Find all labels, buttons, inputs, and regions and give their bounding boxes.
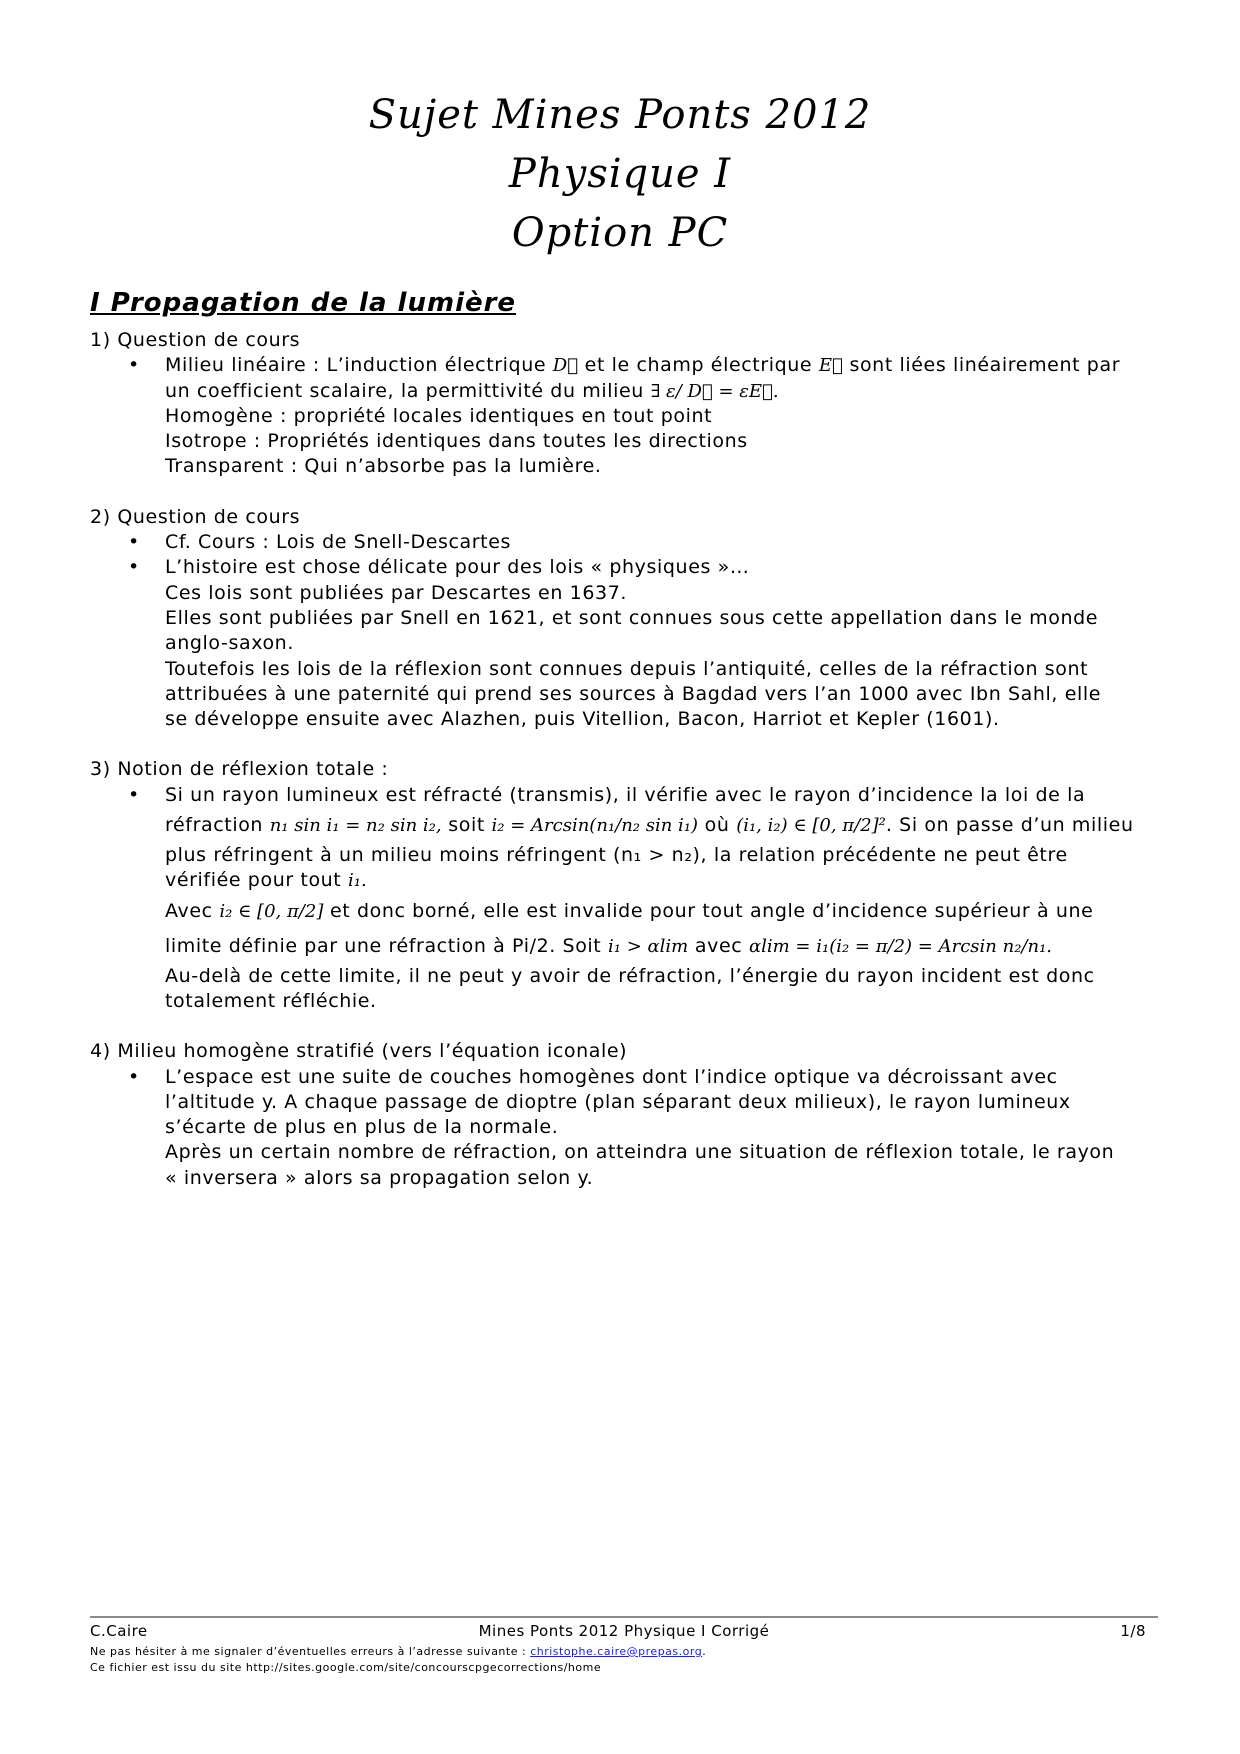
- angle-domain: (i₁, i₂) ∈ [0, π/2]²: [736, 815, 886, 837]
- q3-l3: plus réfringent à un milieu moins réfringent (n₁ > n₂), la relation précédente ne peut être: [165, 844, 1068, 867]
- title-line-1: Sujet Mines Ponts 2012: [368, 92, 872, 138]
- footer-note-end: .: [702, 1645, 707, 1658]
- q3-l2-text-b: soit: [441, 814, 492, 837]
- footer-note-errors: [90, 1645, 706, 1658]
- q3-l4: [165, 868, 1158, 893]
- footer-note-source: Ce fichier est issu du site http://sites.google.com/site/concourscpgecorrections/home: [90, 1661, 602, 1674]
- question-2-title: 2) Question de cours: [90, 505, 301, 528]
- footer-doc-title: Mines Ponts 2012 Physique I Corrigé: [478, 1622, 770, 1640]
- q3-l2-text-d: . Si on passe d’un milieu: [885, 814, 1134, 837]
- question-4-title: 4) Milieu homogène stratifié (vers l’équation iconale): [90, 1040, 628, 1063]
- q3-l5: [165, 894, 1158, 929]
- q4-l5: « inversera » alors sa propagation selon y.: [165, 1166, 594, 1189]
- question-1: [90, 328, 1158, 480]
- q3-l8: totalement réfléchie.: [165, 989, 377, 1012]
- q3-bullet-1: [90, 783, 1158, 1014]
- q3-l2-text-a: réfraction: [165, 814, 270, 837]
- q2-l6: attribuées à une paternité qui prend ses sources à Bagdad vers l’an 1000 avec Ibn Sahl, elle: [165, 682, 1102, 705]
- title-line-2: Physique I: [508, 151, 732, 197]
- q1-line-1: [165, 353, 1158, 378]
- q4-l1: • L’espace est une suite de couches homogènes dont l’indice optique va décroissant avec: [165, 1065, 1058, 1088]
- q1-text-d: un coefficient scalaire, la permittivité du milieu: [165, 379, 651, 402]
- q3-l5-text-a: Avec: [165, 899, 220, 922]
- i2-domain: i₂ ∈ [0, π/2]: [219, 900, 324, 922]
- footer-page-number: 1/8: [1120, 1622, 1146, 1640]
- q1-text-c: sont liées linéairement par: [842, 354, 1121, 377]
- q1-homogene: Homogène : propriété locales identiques en tout point: [165, 404, 713, 427]
- q4-l3: s’écarte de plus en plus de la normale.: [165, 1116, 559, 1139]
- q3-l2-text-c: où: [698, 814, 737, 837]
- q2-l2: Ces lois sont publiées par Descartes en 1637.: [165, 581, 628, 604]
- document-title: [0, 86, 1240, 263]
- q2-l5: Toutefois les lois de la réflexion sont connues depuis l’antiquité, celles de la réfraction sont: [165, 657, 1089, 680]
- vector-d: D⃗: [552, 355, 579, 377]
- footer-divider: [90, 1616, 1158, 1618]
- q3-l7: Au-delà de cette limite, il ne peut y avoir de réfraction, l’énergie du rayon incident est donc: [165, 964, 1095, 987]
- q4-bullet-1: [90, 1065, 1158, 1191]
- q4-l2: l’altitude y. A chaque passage de dioptre (plan séparant deux milieux), le rayon lumineux: [165, 1090, 1071, 1113]
- vector-e: E⃗: [818, 355, 843, 377]
- question-1-title: 1) Question de cours: [90, 329, 301, 351]
- q3-l6-text-b: avec: [688, 934, 749, 957]
- question-4: [90, 1039, 1158, 1191]
- q1-bullet-1: [90, 353, 1158, 479]
- footer-note-text: Ne pas hésiter à me signaler d’éventuelles erreurs à l’adresse suivante :: [90, 1645, 531, 1658]
- footer: [90, 1622, 1158, 1644]
- q3-l6-text-a: limite définie par une réfraction à Pi/2. Soit: [165, 934, 608, 957]
- question-3-title: 3) Notion de réflexion totale :: [90, 758, 389, 781]
- section-heading: I Propagation de la lumière: [90, 288, 517, 318]
- q1-isotrope: Isotrope : Propriétés identiques dans toutes les directions: [165, 430, 748, 453]
- alpha-lim-equation: αlim = i₁(i₂ = π/2) = Arcsin n₂/n₁.: [748, 935, 1052, 957]
- q1-line-2: [165, 379, 1158, 404]
- q3-l4-text: vérifiée pour tout: [165, 869, 348, 892]
- q2-bullet-2: [90, 555, 1158, 732]
- q3-l6: [165, 929, 1158, 964]
- permittivity-equation: ∃ ε/ D⃗ = εE⃗.: [650, 380, 779, 402]
- q3-l2: [165, 808, 1158, 843]
- question-2: [90, 505, 1158, 733]
- q3-l1: • Si un rayon lumineux est réfracté (transmis), il vérifie avec le rayon d’incidence la loi de la: [165, 783, 1086, 806]
- q1-text-a: Milieu linéaire : L’induction électrique: [165, 354, 553, 377]
- snell-law-equation: n₁ sin i₁ = n₂ sin i₂,: [269, 815, 442, 837]
- q3-l5-text-b: et donc borné, elle est invalide pour tout angle d’incidence supérieur à une: [323, 899, 1094, 922]
- q4-l4: Après un certain nombre de réfraction, on atteindra une situation de réflexion totale, le rayon: [165, 1141, 1115, 1164]
- q1-transparent: Transparent : Qui n’absorbe pas la lumière.: [165, 455, 602, 478]
- footer-author: C.Caire: [90, 1622, 148, 1640]
- question-3: [90, 757, 1158, 1014]
- q2-l1: • L’histoire est chose délicate pour des lois « physiques »…: [165, 556, 750, 579]
- q3-l4-math: i₁.: [348, 870, 367, 892]
- limit-inequality: i₁ > αlim: [608, 935, 689, 957]
- document-body: [90, 328, 1158, 1191]
- q2-bullet-1: [90, 530, 1158, 555]
- footer-email-link[interactable]: christophe.caire@prepas.org: [530, 1645, 703, 1658]
- arcsin-equation: i₂ = Arcsin(n₁/n₂ sin i₁): [491, 815, 699, 837]
- q2-l7: se développe ensuite avec Alazhen, puis Vitellion, Bacon, Harriot et Kepler (1601).: [165, 708, 1000, 731]
- q2-b1: • Cf. Cours : Lois de Snell-Descartes: [165, 531, 512, 554]
- title-line-3: Option PC: [511, 210, 729, 256]
- q2-l3: Elles sont publiées par Snell en 1621, et sont connues sous cette appellation dans le monde: [165, 606, 1099, 629]
- q1-text-b: et le champ électrique: [578, 354, 819, 377]
- q2-l4: anglo-saxon.: [165, 632, 294, 655]
